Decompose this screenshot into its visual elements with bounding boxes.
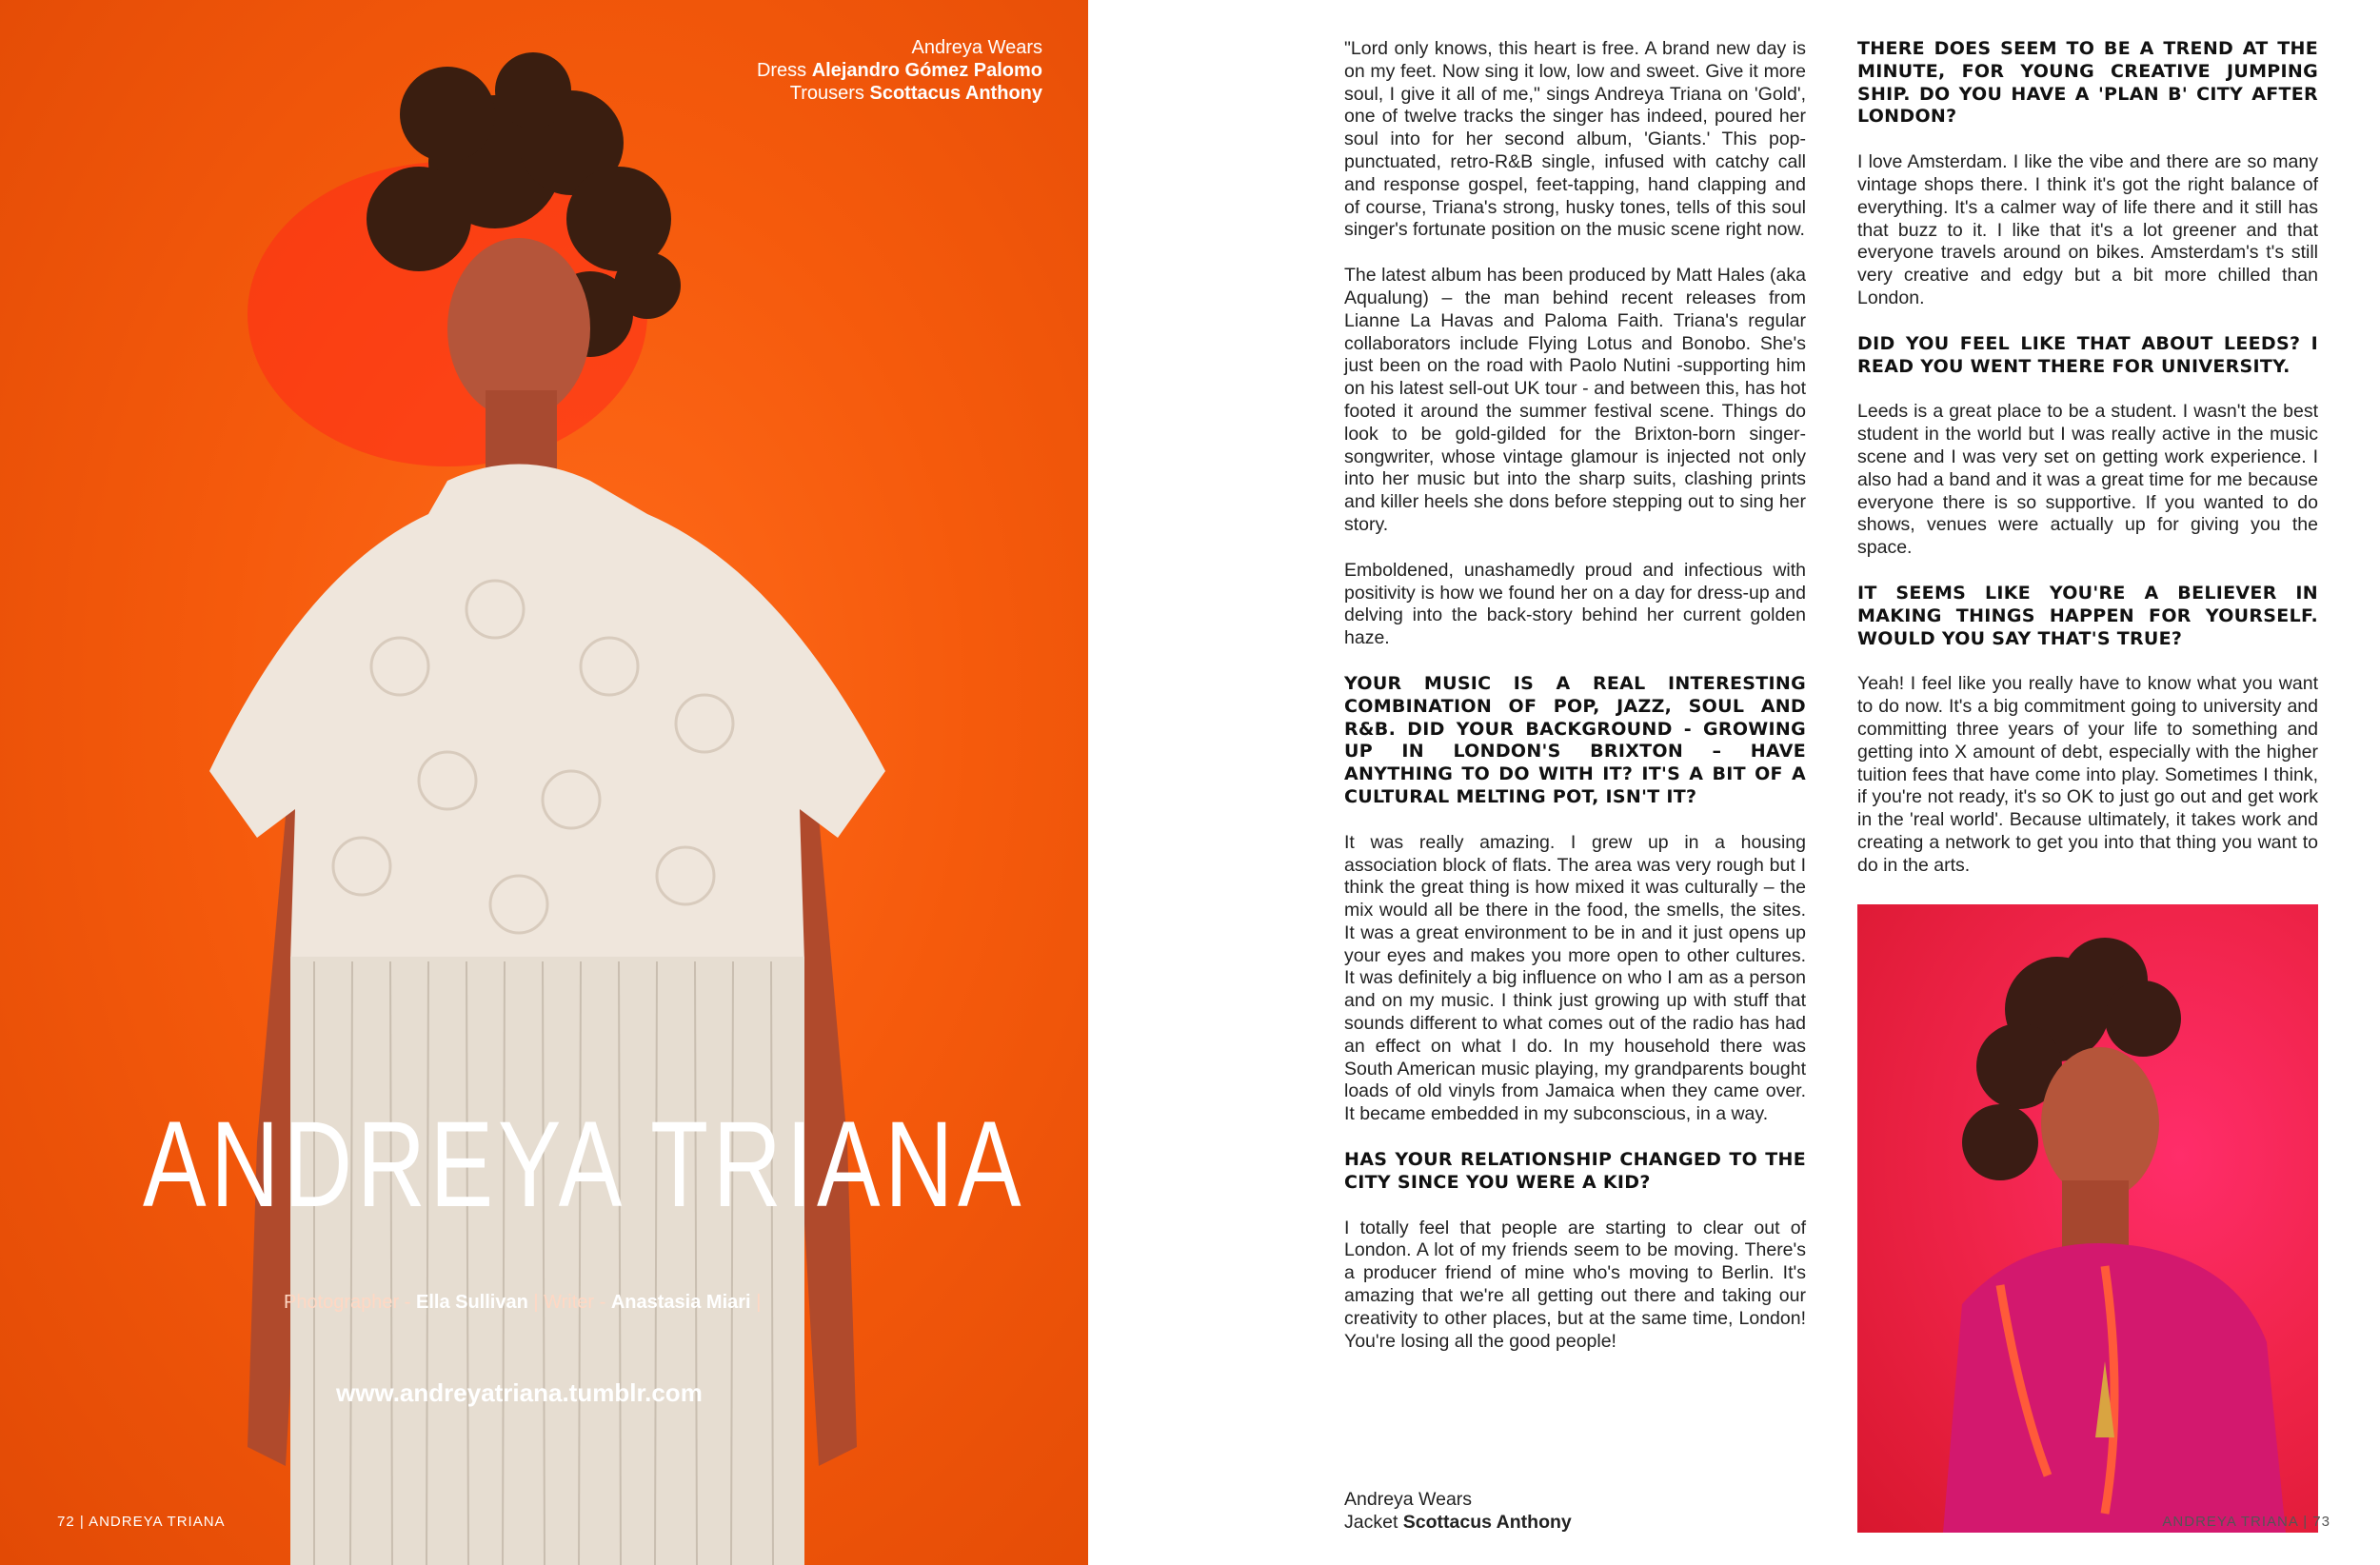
- answer-1: It was really amazing. I grew up in a housing association block of flats. The area was very rough but I think the great thing is how mixed it was culturally – the mix would all be there in the food, the smells, the sites. It was a great environment to be in and it just opens up your eyes and makes you more open to other cultures. It was definitely a big influence on who I am as a person and on my music. I think just growing up with stuff that sounds different to what comes out of the radio has had an effect on what I do. In my household there was South American music playing, my grandparents bought loads of old vinyls from Jamaica when they came over. It became embedded in my subconscious, in a way.: [1344, 831, 1806, 1125]
- credits-intro: Andreya Wears: [911, 37, 1042, 58]
- intro-paragraph-2: The latest album has been produced by Matt Hales (aka Aqualung) – the man behind recent releases from Lianne La Havas and Paloma Faith. Triana's regular collaborators include Flying Lotus and Bonobo. She's just been on the road with Paolo Nutini -supporting him on his latest sell-out UK tour - and between this, has hot footed it around the summer festival scene. Things do look to be gold-gilded for the Brixton-born singer-songwriter, whose vintage glamour is injected not only into her music but into the sharp suits, clashing prints and killer heels she dons before stepping out to sing her story.: [1344, 265, 1806, 535]
- article-column-2: [1857, 38, 2318, 901]
- photographer-name: Ella Sullivan: [415, 1292, 528, 1313]
- trousers-designer: Scottacus Anthony: [869, 83, 1042, 104]
- intro-paragraph-3: Emboldened, unashamedly proud and infectious with positivity is how we found her on a day for dress-up and delving into the back-story behind her current golden haze.: [1344, 559, 1806, 649]
- credits-trousers: Trousers Scottacus Anthony: [789, 83, 1042, 104]
- question-5: IT SEEMS LIKE YOU'RE A BELIEVER IN MAKING THINGS HAPPEN FOR YOURSELF. WOULD YOU SAY THAT'S TRUE?: [1857, 582, 2318, 649]
- dress-designer: Alejandro Gómez Palomo: [811, 60, 1042, 81]
- photo-caption-right: [1344, 1488, 1572, 1534]
- caption-intro: Andreya Wears: [1344, 1489, 1473, 1510]
- question-2: HAS YOUR RELATIONSHIP CHANGED TO THE CITY SINCE YOU WERE A KID?: [1344, 1149, 1806, 1193]
- page-number-left: 72 | ANDREYA TRIANA: [57, 1514, 226, 1530]
- intro-paragraph-1: "Lord only knows, this heart is free. A brand new day is on my feet. Now sing it low, low and sweet. Give it more soul, I give it all of me," sings Andreya Triana on 'Gold', one of twelve tracks the singer has indeed, poured her soul into for her second album, 'Giants.' This pop-punctuated, retro-R&B single, infused with catchy call and response gospel, feet-tapping, hand clapping and of course, Triana's strong, husky tones, tells of this soul singer's fortunate position on the music scene right now.: [1344, 38, 1806, 241]
- left-page-photo: [0, 0, 1088, 1565]
- secondary-portrait-photo: [1857, 904, 2318, 1533]
- secondary-portrait-illustration: [1857, 904, 2318, 1533]
- answer-4: Leeds is a great place to be a student. I wasn't the best student in the world but I was really active in the music scene and I was very set on getting work experience. I also had a band and it was a great time for me because everyone there is so supportive. If you wanted to do shows, venues were actually up for giving you the space.: [1857, 401, 2318, 559]
- question-1: YOUR MUSIC IS A REAL INTERESTING COMBINATION OF POP, JAZZ, SOUL AND R&B. DID YOUR BACKGROUND - GROWING UP IN LONDON'S BRIXTON – HAVE ANYTHING TO DO WITH IT? IT'S A BIT OF A CULTURAL MELTING POT, ISN'T IT?: [1344, 672, 1806, 807]
- outfit-credits: [757, 36, 1042, 105]
- article-column-1: [1344, 38, 1806, 1376]
- byline: Photographer - Ella Sullivan | Writer - Anastasia Miari |: [284, 1292, 762, 1313]
- website-link[interactable]: www.andreyatriana.tumblr.com: [336, 1378, 703, 1407]
- question-3: THERE DOES SEEM TO BE A TREND AT THE MINUTE, FOR YOUNG CREATIVE JUMPING SHIP. DO YOU HAVE A 'PLAN B' CITY AFTER LONDON?: [1857, 38, 2318, 128]
- portrait-illustration: [0, 0, 1088, 1565]
- answer-3: I love Amsterdam. I like the vibe and there are so many vintage shops there. I think it's got the right balance of everything. It's a calmer way of life there and it still has that buzz to it. I like that it's a lot greener and that everyone travels around on bikes. Amsterdam's t's still very creative and edgy but a bit more chilled than London.: [1857, 151, 2318, 308]
- answer-2: I totally feel that people are starting to clear out of London. A lot of my friends seem to be moving. There's a producer friend of mine who's moving to Berlin. It's amazing that we're all getting out there and taking our creativity to other places, but at the same time, London! You're losing all the good people!: [1344, 1217, 1806, 1352]
- answer-5: Yeah! I feel like you really have to know what you want to do now. It's a big commitment going to university and committing three years of your life to something and getting into X amount of debt, especially with the higher tuition fees that have come into play. Sometimes I think, if you're not ready, it's so OK to just go out and get work in the 'real world'. Because ultimately, it takes work and creating a network to get you into that thing you want to do in the arts.: [1857, 673, 2318, 876]
- caption-jacket: Jacket Scottacus Anthony: [1344, 1512, 1572, 1533]
- feature-title: ANDREYA TRIANA: [143, 1097, 1026, 1233]
- question-4: DID YOU FEEL LIKE THAT ABOUT LEEDS? I READ YOU WENT THERE FOR UNIVERSITY.: [1857, 332, 2318, 377]
- page-number-right: ANDREYA TRIANA | 73: [2162, 1514, 2330, 1530]
- credits-dress: Dress Alejandro Gómez Palomo: [756, 60, 1042, 81]
- jacket-designer: Scottacus Anthony: [1402, 1512, 1572, 1533]
- writer-name: Anastasia Miari: [610, 1292, 751, 1313]
